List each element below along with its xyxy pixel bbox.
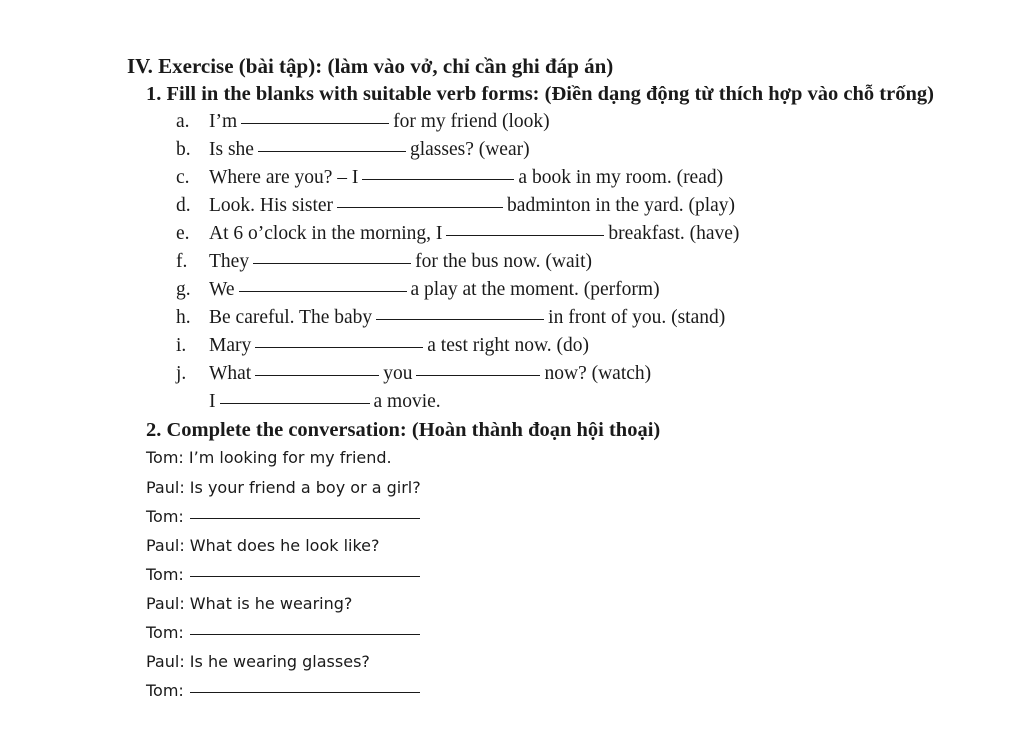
question-letter: h. — [176, 307, 191, 328]
question-prefix: I — [209, 391, 216, 412]
question-letter: g. — [176, 279, 191, 300]
answer-blank[interactable] — [190, 575, 420, 577]
question-middle: you — [383, 363, 413, 384]
question-suffix: a book in my room. (read) — [518, 167, 724, 188]
answer-blank[interactable] — [416, 374, 540, 376]
answer-blank[interactable] — [258, 150, 406, 152]
question-suffix: a test right now. (do) — [427, 335, 589, 356]
question-letter: c. — [176, 167, 190, 188]
question-letter: a. — [176, 111, 190, 132]
dialogue-speaker: Tom: — [146, 681, 184, 700]
answer-blank[interactable] — [220, 402, 370, 404]
dialogue-speaker: Tom: — [146, 507, 184, 526]
question-prefix: Where are you? – I — [209, 167, 359, 188]
question-j — [176, 363, 651, 389]
conversation-line — [146, 565, 420, 584]
question-prefix: I’m — [209, 111, 238, 132]
conversation-line — [146, 652, 370, 671]
question-i — [176, 335, 589, 361]
dialogue-speaker: Tom: — [146, 623, 184, 642]
answer-blank[interactable] — [255, 374, 379, 376]
question-suffix: for my friend (look) — [393, 111, 550, 132]
part2-heading: 2. Complete the conversation: (Hoàn thành đoạn hội thoại) — [146, 419, 661, 441]
question-e — [176, 223, 739, 249]
question-suffix: for the bus now. (wait) — [415, 251, 592, 272]
conversation-line — [146, 448, 392, 467]
question-prefix: Mary — [209, 335, 252, 356]
answer-blank[interactable] — [446, 234, 604, 236]
answer-blank[interactable] — [337, 206, 503, 208]
question-prefix: They — [209, 251, 250, 272]
conversation-line — [146, 507, 420, 526]
part1-heading: 1. Fill in the blanks with suitable verb forms: (Điền dạng động từ thích hợp vào chỗ trống) — [146, 83, 934, 105]
question-g — [176, 279, 660, 305]
answer-blank[interactable] — [190, 691, 420, 693]
conversation-line — [146, 681, 420, 700]
conversation-line — [146, 536, 380, 555]
question-prefix: What — [209, 363, 252, 384]
question-c — [176, 167, 723, 193]
conversation-line — [146, 478, 421, 497]
answer-blank[interactable] — [239, 290, 407, 292]
question-prefix: Is she — [209, 139, 254, 160]
question-prefix: Look. His sister — [209, 195, 334, 216]
question-prefix: We — [209, 279, 235, 300]
answer-blank[interactable] — [376, 318, 544, 320]
question-letter: b. — [176, 139, 191, 160]
answer-blank[interactable] — [241, 122, 389, 124]
answer-blank[interactable] — [255, 346, 423, 348]
question-a — [176, 111, 550, 137]
question-prefix: At 6 o’clock in the morning, I — [209, 223, 443, 244]
question-suffix: in front of you. (stand) — [548, 307, 726, 328]
question-letter: i. — [176, 335, 187, 356]
answer-blank[interactable] — [190, 517, 420, 519]
question-suffix: a movie. — [373, 391, 441, 412]
question-letter: f. — [176, 251, 188, 272]
dialogue-text: Paul: Is your friend a boy or a girl? — [146, 478, 421, 497]
question-suffix: breakfast. (have) — [608, 223, 740, 244]
question-suffix: a play at the moment. (perform) — [410, 279, 660, 300]
question-letter: j. — [176, 363, 187, 384]
conversation-line — [146, 623, 420, 642]
question-d — [176, 195, 735, 221]
question-j-second-line — [209, 391, 441, 417]
question-letter: e. — [176, 223, 190, 244]
conversation-line — [146, 594, 352, 613]
dialogue-text: Tom: I’m looking for my friend. — [146, 448, 392, 467]
answer-blank[interactable] — [362, 178, 514, 180]
question-suffix: now? (watch) — [544, 363, 652, 384]
question-suffix: glasses? (wear) — [409, 139, 530, 160]
question-suffix: badminton in the yard. (play) — [507, 195, 736, 216]
dialogue-speaker: Tom: — [146, 565, 184, 584]
dialogue-text: Paul: Is he wearing glasses? — [146, 652, 370, 671]
dialogue-text: Paul: What does he look like? — [146, 536, 380, 555]
question-f — [176, 251, 592, 277]
section-title: IV. Exercise (bài tập): (làm vào vở, chỉ cần ghi đáp án) — [127, 54, 614, 78]
question-letter: d. — [176, 195, 191, 216]
dialogue-text: Paul: What is he wearing? — [146, 594, 353, 613]
question-b — [176, 139, 530, 165]
answer-blank[interactable] — [253, 262, 411, 264]
question-prefix: Be careful. The baby — [209, 307, 373, 328]
question-h — [176, 307, 725, 333]
answer-blank[interactable] — [190, 633, 420, 635]
